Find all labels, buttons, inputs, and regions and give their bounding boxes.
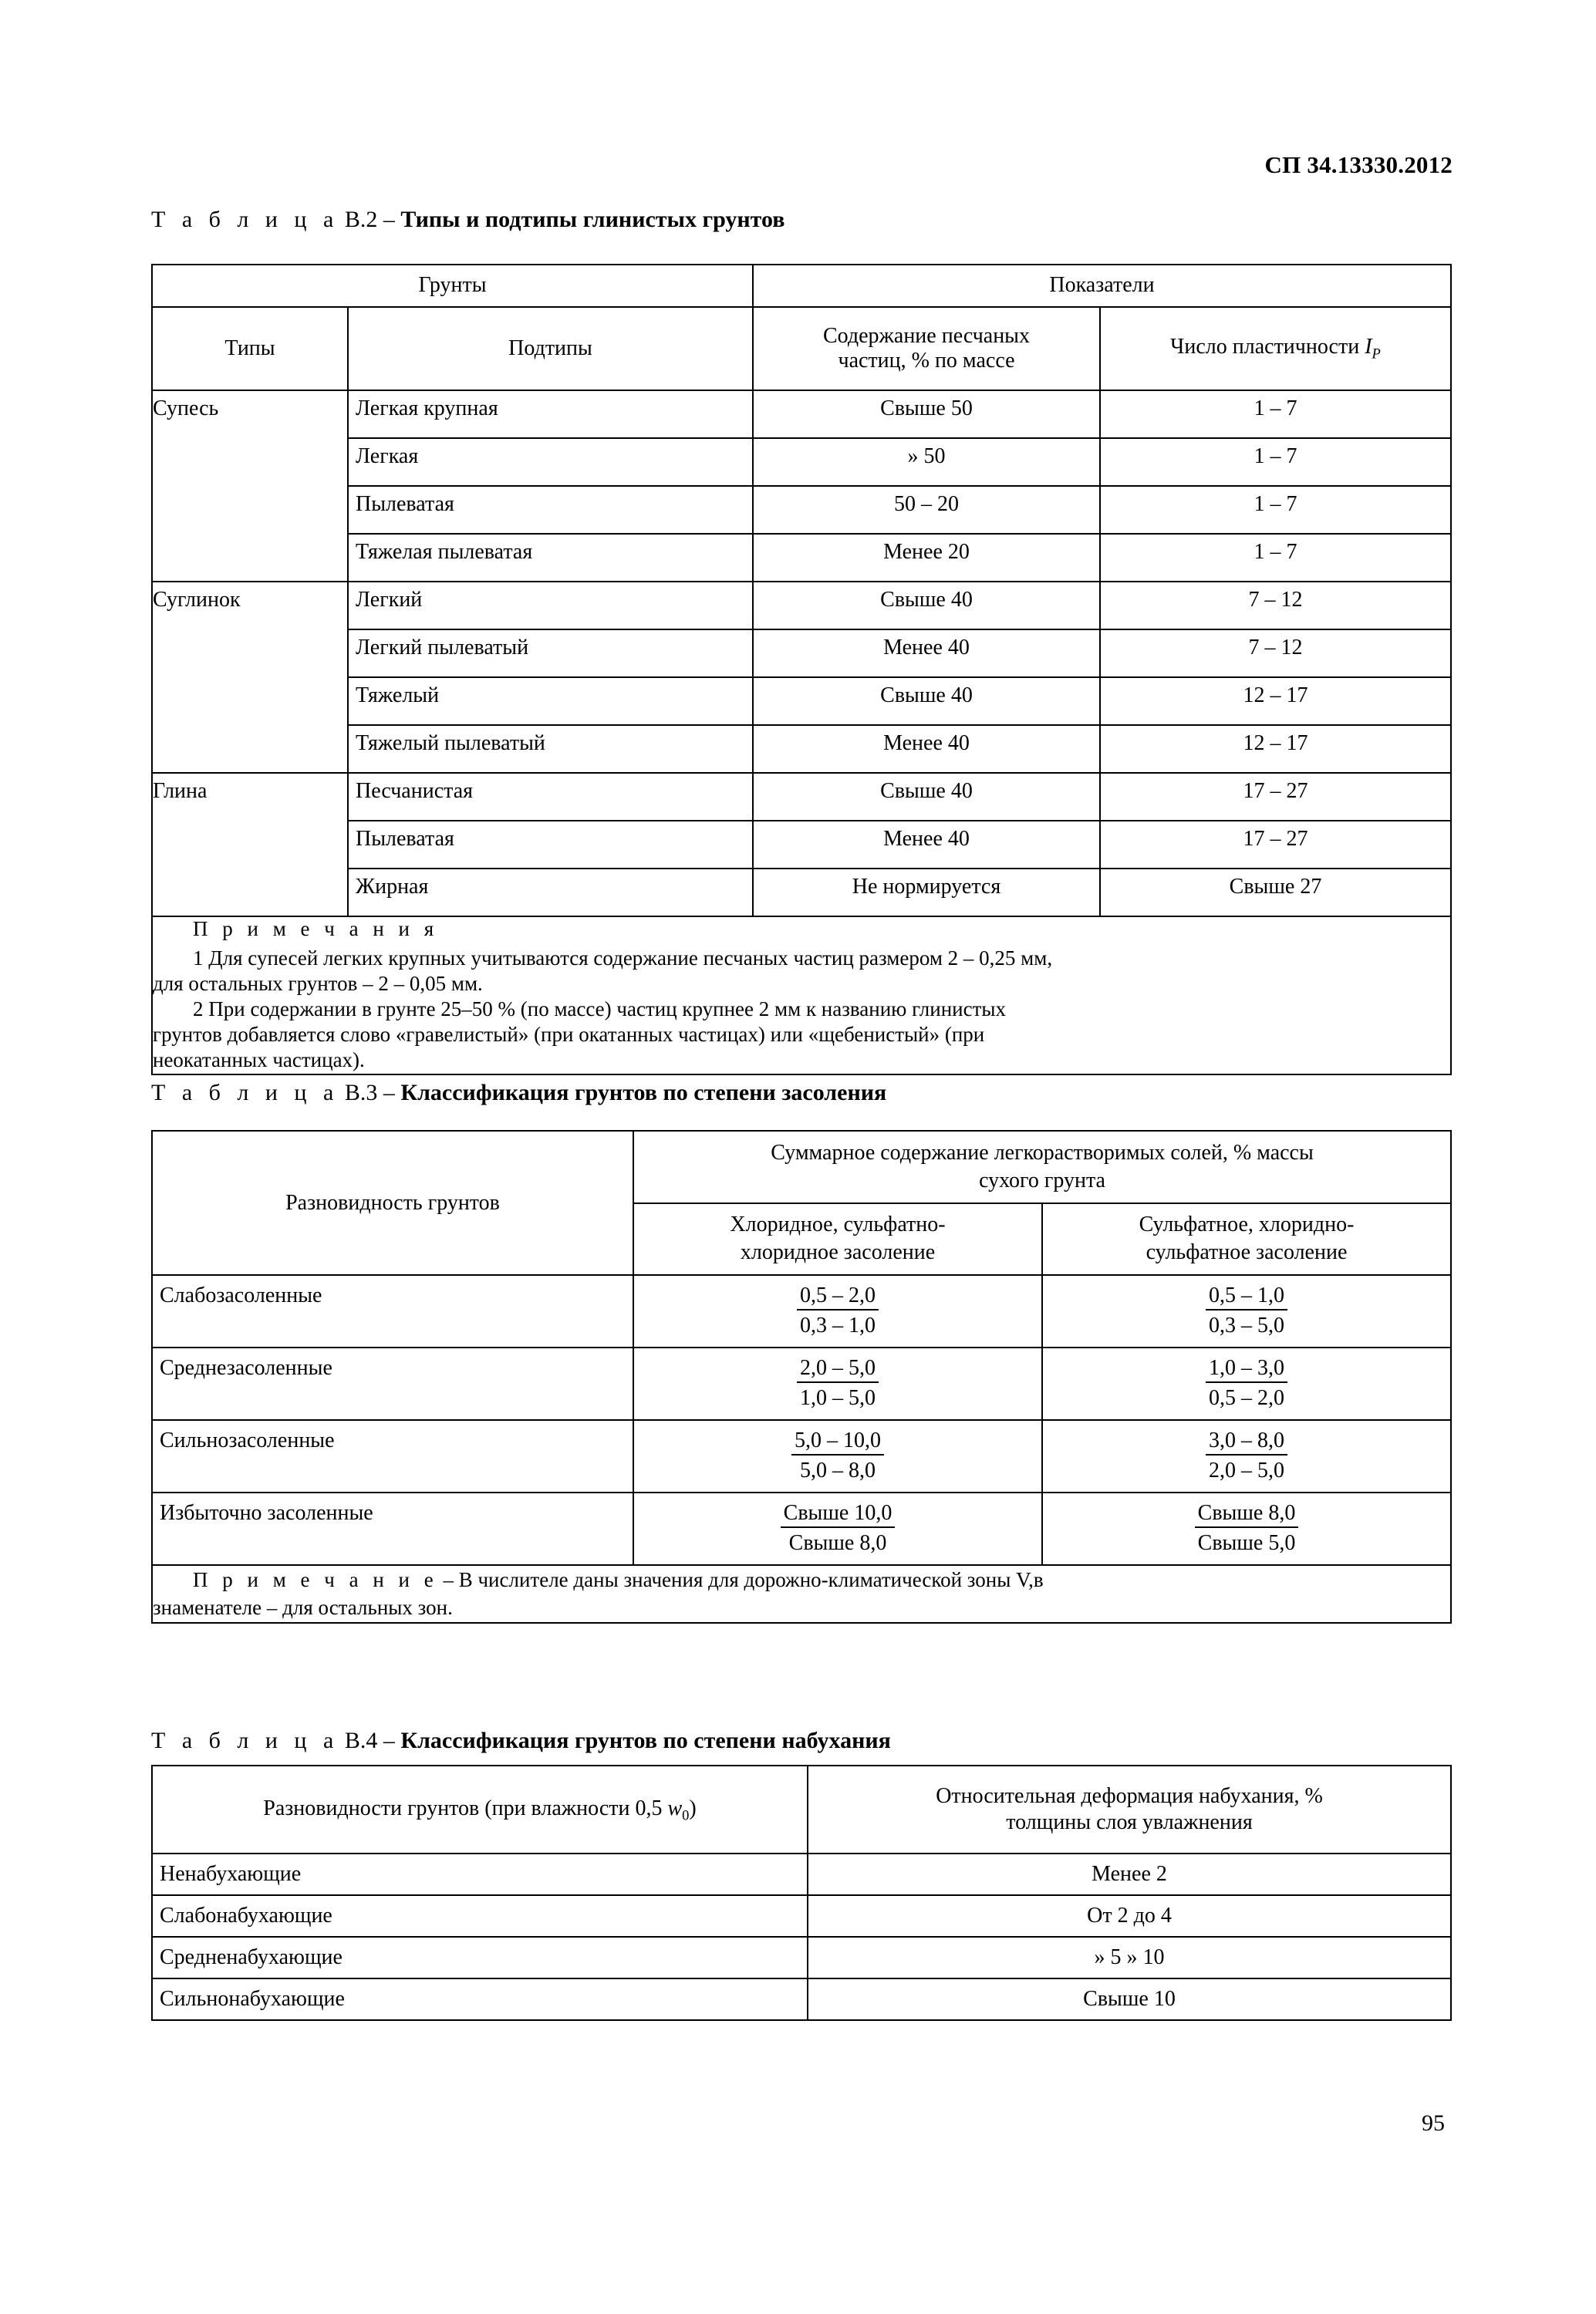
table-b4: [151, 1765, 1452, 2021]
table-b2-note-2-line-1: 2 При содержании в грунте 25–50 % (по массе) частиц крупнее 2 мм к названию глинистых: [193, 997, 1007, 1021]
table-b3-header-span-title: [633, 1131, 1451, 1203]
table-b3-variety-2: Сильнозасоленные: [152, 1420, 633, 1493]
table-row: [152, 1420, 1451, 1493]
table-b4-header-deformation-line2: толщины слоя увлажнения: [1006, 1810, 1253, 1834]
table-b3-note: [152, 1565, 1451, 1622]
fraction: [797, 1281, 879, 1340]
fraction-numerator: Свыше 8,0: [1195, 1499, 1299, 1528]
table-b3-note-row: [152, 1565, 1451, 1622]
table-b3-header-sulphate-line2: сульфатное засоление: [1146, 1240, 1348, 1265]
table-b2-group-type-0: Супесь: [152, 390, 348, 582]
table-b2-group-type-2: Глина: [152, 773, 348, 916]
fraction: [797, 1354, 879, 1412]
table-b3-sulphate-1: [1042, 1348, 1451, 1420]
table-b4-variety-1: Слабонабухающие: [152, 1895, 808, 1937]
table-b4-caption-title: Классификация грунтов по степени набухания: [400, 1728, 891, 1753]
table-b2-plasticity-0-1: 1 – 7: [1100, 438, 1451, 486]
table-b2-sand-1-1: Менее 40: [753, 629, 1100, 677]
fraction: [1195, 1499, 1299, 1557]
table-b2-header-row-2: [152, 307, 1451, 390]
table-row: [152, 582, 1451, 629]
table-b3-header-sulphate: [1042, 1203, 1451, 1276]
table-b2-notes-row: [152, 916, 1451, 1074]
table-b2-header-indicators: Показатели: [753, 265, 1451, 307]
table-b4-header-row: [152, 1766, 1451, 1854]
table-row: [152, 1275, 1451, 1348]
table-b4-variety-2: Средненабухающие: [152, 1937, 808, 1978]
table-row: [152, 773, 1451, 821]
table-b2-caption-title: Типы и подтипы глинистых грунтов: [400, 207, 785, 232]
table-b3: [151, 1130, 1452, 1624]
table-b2-header-types: Типы: [152, 307, 348, 390]
fraction-numerator: 5,0 – 10,0: [791, 1426, 884, 1456]
table-b4-value-2: » 5 » 10: [808, 1937, 1451, 1978]
table-b3-chloride-3: [633, 1493, 1042, 1565]
table-b2-plasticity-0-2: 1 – 7: [1100, 486, 1451, 534]
table-b3-note-heading: П р и м е ч а н и е: [193, 1568, 438, 1592]
table-b2-subtype-0-2: Пылеватая: [348, 486, 753, 534]
table-b3-note-line-2: знаменателе – для остальных зон.: [153, 1596, 453, 1620]
fraction-numerator: 0,5 – 2,0: [797, 1281, 879, 1310]
table-b3-header-variety: Разновидность грунтов: [152, 1131, 633, 1275]
table-b2-sand-1-2: Свыше 40: [753, 677, 1100, 725]
table-b4-header-variety: [152, 1766, 808, 1854]
table-b2-header-sand-line2: частиц, % по массе: [838, 349, 1015, 373]
fraction-denominator: 1,0 – 5,0: [800, 1386, 876, 1411]
table-b3-sulphate-3: [1042, 1493, 1451, 1565]
table-b4-caption-lead: Т а б л и ц а: [151, 1728, 339, 1753]
table-b3-variety-1: Среднезасоленные: [152, 1348, 633, 1420]
table-b2-subtype-1-3: Тяжелый пылеватый: [348, 725, 753, 773]
table-b2-header-soils: Грунты: [152, 265, 753, 307]
table-b2-header-subtypes: Подтипы: [348, 307, 753, 390]
fraction-numerator: 1,0 – 3,0: [1206, 1354, 1287, 1383]
table-b4-caption: [151, 1728, 891, 1754]
table-b2-plasticity-2-1: 17 – 27: [1100, 821, 1451, 869]
table-b4-variety-3: Сильнонабухающие: [152, 1978, 808, 2020]
table-b2-notes: [152, 916, 1451, 1074]
fraction-denominator: 0,3 – 5,0: [1209, 1314, 1284, 1338]
table-b2-sand-0-2: 50 – 20: [753, 486, 1100, 534]
table-b2-header-plasticity-symbol: I: [1365, 335, 1372, 359]
table-b2-group-type-1: Суглинок: [152, 582, 348, 773]
table-b2-subtype-2-1: Пылеватая: [348, 821, 753, 869]
fraction: [791, 1426, 884, 1485]
table-b3-caption: [151, 1080, 886, 1106]
fraction-denominator: 5,0 – 8,0: [800, 1459, 876, 1483]
table-b2-subtype-2-0: Песчанистая: [348, 773, 753, 821]
table-row: [152, 1348, 1451, 1420]
table-b2-subtype-1-2: Тяжелый: [348, 677, 753, 725]
table-b3-note-line-1: – В числителе даны значения для дорожно-климатической зоны V,в: [437, 1568, 1044, 1592]
table-b2-sand-0-1: » 50: [753, 438, 1100, 486]
table-row: [152, 1937, 1451, 1978]
table-b4-caption-number: В.4: [344, 1728, 378, 1753]
table-b2-note-1-line-2: для остальных грунтов – 2 – 0,05 мм.: [153, 972, 483, 996]
table-b3-caption-lead: Т а б л и ц а: [151, 1080, 339, 1105]
table-b3-header-span-line1: Суммарное содержание легкорастворимых солей, % массы: [771, 1140, 1314, 1165]
table-b3-header-row-1: [152, 1131, 1451, 1203]
table-b4-header-variety-suffix: ): [689, 1796, 697, 1820]
table-b2-header-sand-line1: Содержание песчаных: [823, 323, 1030, 348]
table-b2-subtype-0-0: Легкая крупная: [348, 390, 753, 438]
document-header-code: СП 34.13330.2012: [1264, 151, 1453, 178]
table-b2-caption-dash: –: [383, 207, 395, 232]
fraction-denominator: 0,3 – 1,0: [800, 1314, 876, 1338]
table-b2-sand-2-0: Свыше 40: [753, 773, 1100, 821]
table-b2: [151, 264, 1452, 1075]
table-b4-variety-0: Ненабухающие: [152, 1854, 808, 1895]
table-b2-sand-0-3: Менее 20: [753, 534, 1100, 582]
table-b3-header-chloride-line1: Хлоридное, сульфатно-: [730, 1213, 946, 1237]
fraction-numerator: 2,0 – 5,0: [797, 1354, 879, 1383]
table-b2-plasticity-0-0: 1 – 7: [1100, 390, 1451, 438]
table-b3-chloride-1: [633, 1348, 1042, 1420]
table-b3-sulphate-0: [1042, 1275, 1451, 1348]
table-b2-sand-2-1: Менее 40: [753, 821, 1100, 869]
table-b2-plasticity-1-1: 7 – 12: [1100, 629, 1451, 677]
table-b3-variety-0: Слабозасоленные: [152, 1275, 633, 1348]
fraction-numerator: 0,5 – 1,0: [1206, 1281, 1287, 1310]
table-b2-header-plasticity-sub: P: [1372, 346, 1381, 362]
table-b2-plasticity-2-0: 17 – 27: [1100, 773, 1451, 821]
table-b2-subtype-2-2: Жирная: [348, 869, 753, 916]
table-b2-sand-0-0: Свыше 50: [753, 390, 1100, 438]
table-b2-caption-number: В.2: [344, 207, 378, 232]
fraction-numerator: 3,0 – 8,0: [1206, 1426, 1287, 1456]
table-b2-header-row-1: [152, 265, 1451, 307]
table-b2-subtype-0-3: Тяжелая пылеватая: [348, 534, 753, 582]
fraction: [781, 1499, 896, 1557]
table-b3-header-span-line2: сухого грунта: [979, 1168, 1105, 1192]
table-b3-caption-dash: –: [383, 1080, 395, 1105]
table-b2-notes-heading: П р и м е ч а н и я: [193, 917, 439, 940]
fraction-numerator: Свыше 10,0: [781, 1499, 896, 1528]
fraction-denominator: Свыше 5,0: [1197, 1531, 1296, 1556]
table-b2-sand-1-0: Свыше 40: [753, 582, 1100, 629]
fraction: [1206, 1354, 1287, 1412]
table-b2-subtype-1-0: Легкий: [348, 582, 753, 629]
table-b4-value-0: Менее 2: [808, 1854, 1451, 1895]
table-b4-header-variety-symbol: w: [667, 1796, 683, 1820]
table-b2-sand-1-3: Менее 40: [753, 725, 1100, 773]
table-b3-sulphate-2: [1042, 1420, 1451, 1493]
table-row: [152, 1493, 1451, 1565]
table-b2-note-2-line-2: грунтов добавляется слово «гравелистый» (при окатанных частицах) или «щебенистый» (при: [153, 1023, 985, 1047]
fraction-denominator: 2,0 – 5,0: [1209, 1459, 1284, 1483]
table-b2-header-sand-content: [753, 307, 1100, 390]
table-b3-variety-3: Избыточно засоленные: [152, 1493, 633, 1565]
fraction: [1206, 1281, 1287, 1340]
fraction: [1206, 1426, 1287, 1485]
fraction-denominator: 0,5 – 2,0: [1209, 1386, 1284, 1411]
table-b2-subtype-0-1: Легкая: [348, 438, 753, 486]
table-b3-header-chloride: [633, 1203, 1042, 1276]
fraction-denominator: Свыше 8,0: [788, 1531, 887, 1556]
table-b3-chloride-2: [633, 1420, 1042, 1493]
table-b2-note-1-line-1: 1 Для супесей легких крупных учитываются содержание песчаных частиц размером 2 – 0,25 мм,: [193, 946, 1053, 970]
page-number: 95: [1422, 2110, 1445, 2136]
table-b2-header-plasticity: [1100, 307, 1451, 390]
table-b2-caption: [151, 207, 785, 233]
table-b3-caption-number: В.3: [344, 1080, 378, 1105]
table-row: [152, 1978, 1451, 2020]
table-b4-header-deformation: [808, 1766, 1451, 1854]
table-b2-plasticity-0-3: 1 – 7: [1100, 534, 1451, 582]
table-b3-header-chloride-line2: хлоридное засоление: [740, 1240, 936, 1265]
table-b4-header-deformation-line1: Относительная деформация набухания, %: [936, 1784, 1323, 1809]
table-b3-chloride-0: [633, 1275, 1042, 1348]
table-row: [152, 390, 1451, 438]
table-row: [152, 1854, 1451, 1895]
table-b2-plasticity-1-3: 12 – 17: [1100, 725, 1451, 773]
table-b4-header-variety-text: Разновидности грунтов (при влажности 0,5: [263, 1796, 668, 1820]
table-b2-sand-2-2: Не нормируется: [753, 869, 1100, 916]
table-b2-note-2-line-3: неокатанных частицах).: [153, 1048, 365, 1072]
table-b4-value-1: От 2 до 4: [808, 1895, 1451, 1937]
table-b2-caption-lead: Т а б л и ц а: [151, 207, 339, 232]
table-b2-plasticity-1-0: 7 – 12: [1100, 582, 1451, 629]
table-b4-header-variety-sub: 0: [682, 1807, 690, 1823]
table-b2-plasticity-1-2: 12 – 17: [1100, 677, 1451, 725]
table-b2-header-plasticity-text: Число пластичности: [1170, 335, 1365, 359]
table-b3-caption-title: Классификация грунтов по степени засоления: [400, 1080, 887, 1105]
table-b3-header-sulphate-line1: Сульфатное, хлоридно-: [1139, 1213, 1355, 1237]
table-b2-subtype-1-1: Легкий пылеватый: [348, 629, 753, 677]
table-b4-caption-dash: –: [383, 1728, 395, 1753]
table-row: [152, 1895, 1451, 1937]
table-b2-plasticity-2-2: Свыше 27: [1100, 869, 1451, 916]
table-b4-value-3: Свыше 10: [808, 1978, 1451, 2020]
